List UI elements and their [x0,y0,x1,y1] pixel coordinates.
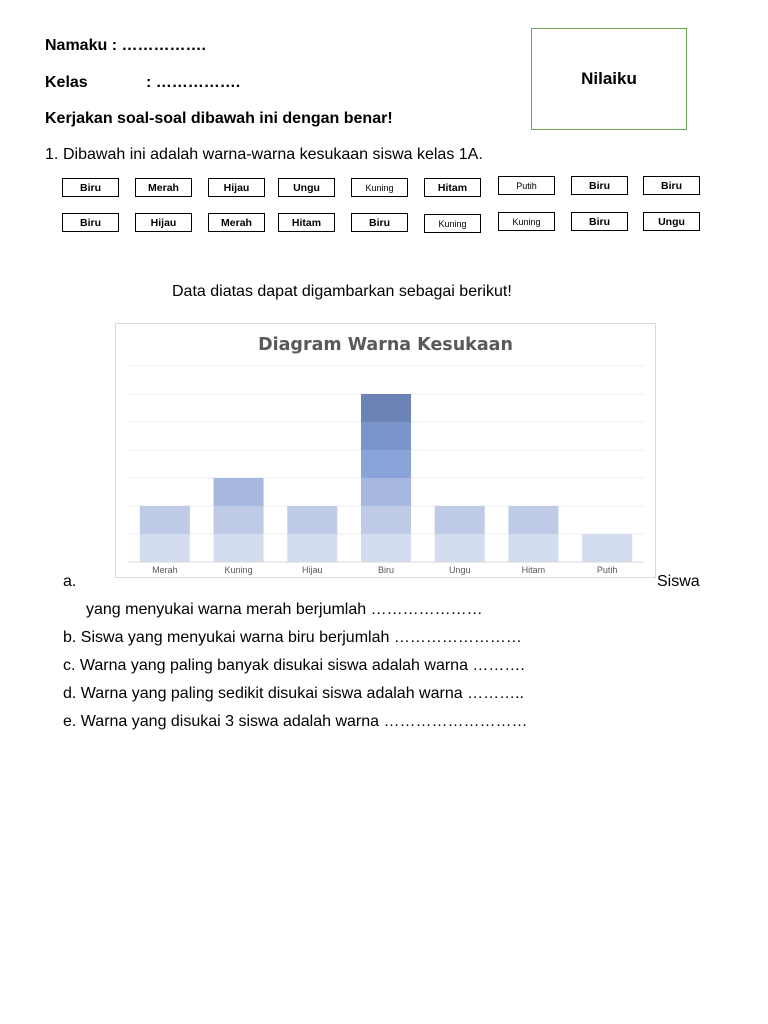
color-chip: Putih [498,176,555,195]
instruction-text: Kerjakan soal-soal dibawah ini dengan benar! [45,110,393,127]
bar-chart [115,323,656,578]
chart-bar-segment [214,534,264,562]
chart-caption: Data diatas dapat digambarkan sebagai berikut! [172,283,512,300]
question-1-text: Dibawah ini adalah warna-warna kesukaan siswa kelas 1A. [63,146,483,163]
chart-bar-segment [287,534,337,562]
chart-bar [582,534,632,562]
chart-bar [214,478,264,562]
chart-bar [435,506,485,562]
chart-bar-segment [508,506,558,534]
color-chip: Hijau [208,178,265,197]
chart-bar-segment [140,506,190,534]
chart-category-label: Hitam [521,565,546,575]
question-a-tail: Siswa [657,573,700,590]
color-chip: Biru [571,212,628,231]
question-e: e. Warna yang disukai 3 siswa adalah warna ……………………… [63,713,528,730]
question-1-number: 1. [45,146,59,163]
color-chip: Biru [62,178,119,197]
chart-bar-segment [361,394,411,422]
color-chip: Kuning [424,214,481,233]
color-chip: Hijau [135,213,192,232]
color-chip: Hitam [278,213,335,232]
chart-category-label: Hijau [302,565,323,575]
chart-bar-segment [287,506,337,534]
chart-category-label: Merah [152,565,178,575]
chart-bar-segment [140,534,190,562]
question-b: b. Siswa yang menyukai warna biru berjumlah …………………… [63,629,522,646]
chart-bar-segment [214,478,264,506]
color-chip: Kuning [498,212,555,231]
chart-category-label: Ungu [448,565,471,575]
class-field-label: Kelas [45,74,88,91]
question-a-text: yang menyukai warna merah berjumlah ………………… [86,601,483,618]
chart-title: Diagram Warna Kesukaan [258,335,513,355]
chart-bar-segment [361,506,411,534]
name-field-label: Namaku : ……………. [45,37,206,54]
chart-bar [508,506,558,562]
chart-bar [140,506,190,562]
chart-category-label: Kuning [224,565,253,575]
class-field-value: : ……………. [146,74,241,91]
chart-bar-segment [361,534,411,562]
color-chip: Merah [135,178,192,197]
chart-category-label: Biru [377,565,395,575]
color-chip: Biru [571,176,628,195]
chart-bar-segment [435,506,485,534]
chart-bar-segment [435,534,485,562]
score-box [531,28,687,130]
chart-bar-segment [361,478,411,506]
color-chip: Kuning [351,178,408,197]
color-chip: Hitam [424,178,481,197]
score-label: Nilaiku [581,69,637,88]
color-chip: Biru [62,213,119,232]
chart-bar [361,394,411,562]
chart-bar [287,506,337,562]
question-a-letter: a. [63,573,77,590]
color-chip: Ungu [643,212,700,231]
chart-plot [116,324,655,577]
color-chip: Merah [208,213,265,232]
color-chip: Biru [643,176,700,195]
chart-bar-segment [214,506,264,534]
question-d: d. Warna yang paling sedikit disukai siswa adalah warna ……….. [63,685,524,702]
chart-bar-segment [361,422,411,450]
color-chip: Biru [351,213,408,232]
chart-category-label: Putih [596,565,618,575]
question-c: c. Warna yang paling banyak disukai siswa adalah warna ………. [63,657,525,674]
color-chip: Ungu [278,178,335,197]
chart-bar-segment [361,450,411,478]
chart-bar-segment [582,534,632,562]
chart-bar-segment [508,534,558,562]
